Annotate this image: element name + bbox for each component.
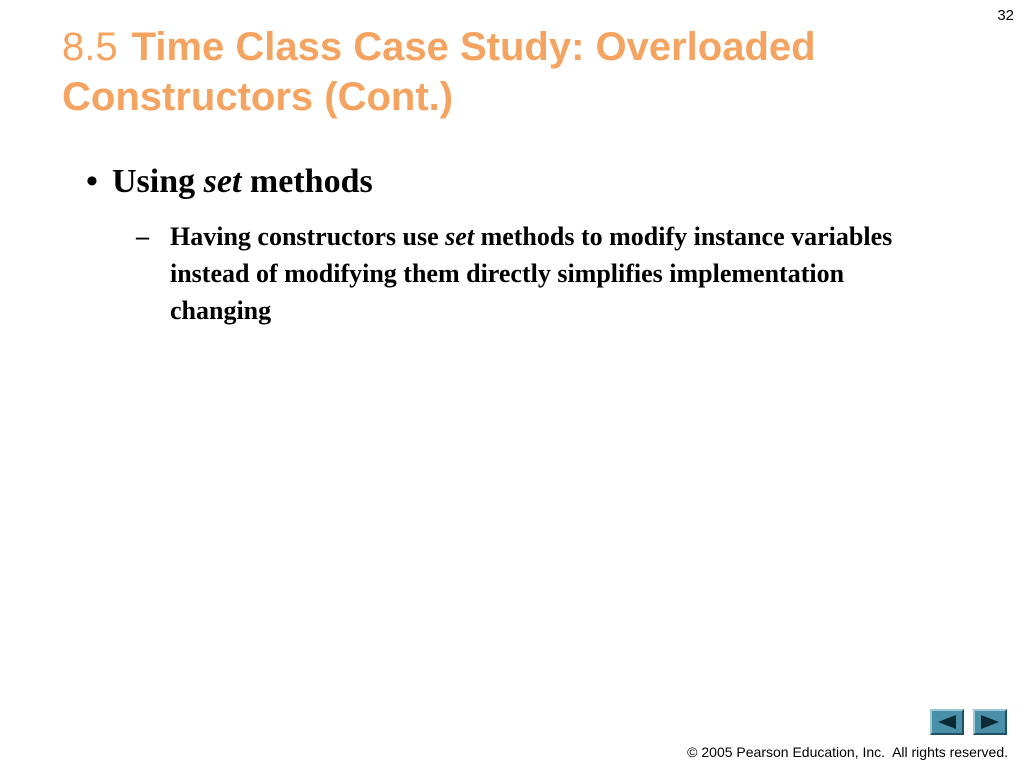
sub-bullet-emphasis: set — [445, 222, 475, 251]
bullet-text — [112, 160, 373, 204]
page-number: 32 — [997, 7, 1014, 24]
bullet-prefix: Using — [112, 163, 204, 200]
title-text: Time Class Case Study: Overloaded Constructors (Cont.) — [62, 25, 816, 119]
right-arrow-icon — [979, 714, 1001, 730]
sub-bullet-marker: – — [136, 222, 149, 251]
previous-slide-button[interactable] — [930, 709, 964, 735]
section-number: 8.5 — [62, 25, 118, 69]
sub-bullet-item — [136, 218, 946, 329]
sub-bullet-prefix: Having constructors use — [170, 222, 446, 251]
slide-title — [62, 22, 982, 122]
slide-navigation — [930, 709, 1007, 735]
copyright-symbol: © — [687, 744, 698, 760]
sub-bullet-suffix: methods to modify instance variables instead of modifying them directly simplifies implementation changing — [170, 222, 893, 325]
bullet-marker: • — [86, 163, 98, 200]
copyright-footer — [687, 744, 1008, 760]
bullet-list — [86, 160, 946, 329]
bullet-suffix: methods — [241, 163, 373, 200]
sub-bullet-text — [170, 218, 930, 329]
left-arrow-icon — [936, 714, 958, 730]
bullet-emphasis: set — [203, 163, 242, 200]
next-slide-button[interactable] — [973, 709, 1007, 735]
copyright-text: 2005 Pearson Education, Inc. All rights reserved. — [697, 744, 1008, 760]
bullet-item — [86, 160, 946, 204]
